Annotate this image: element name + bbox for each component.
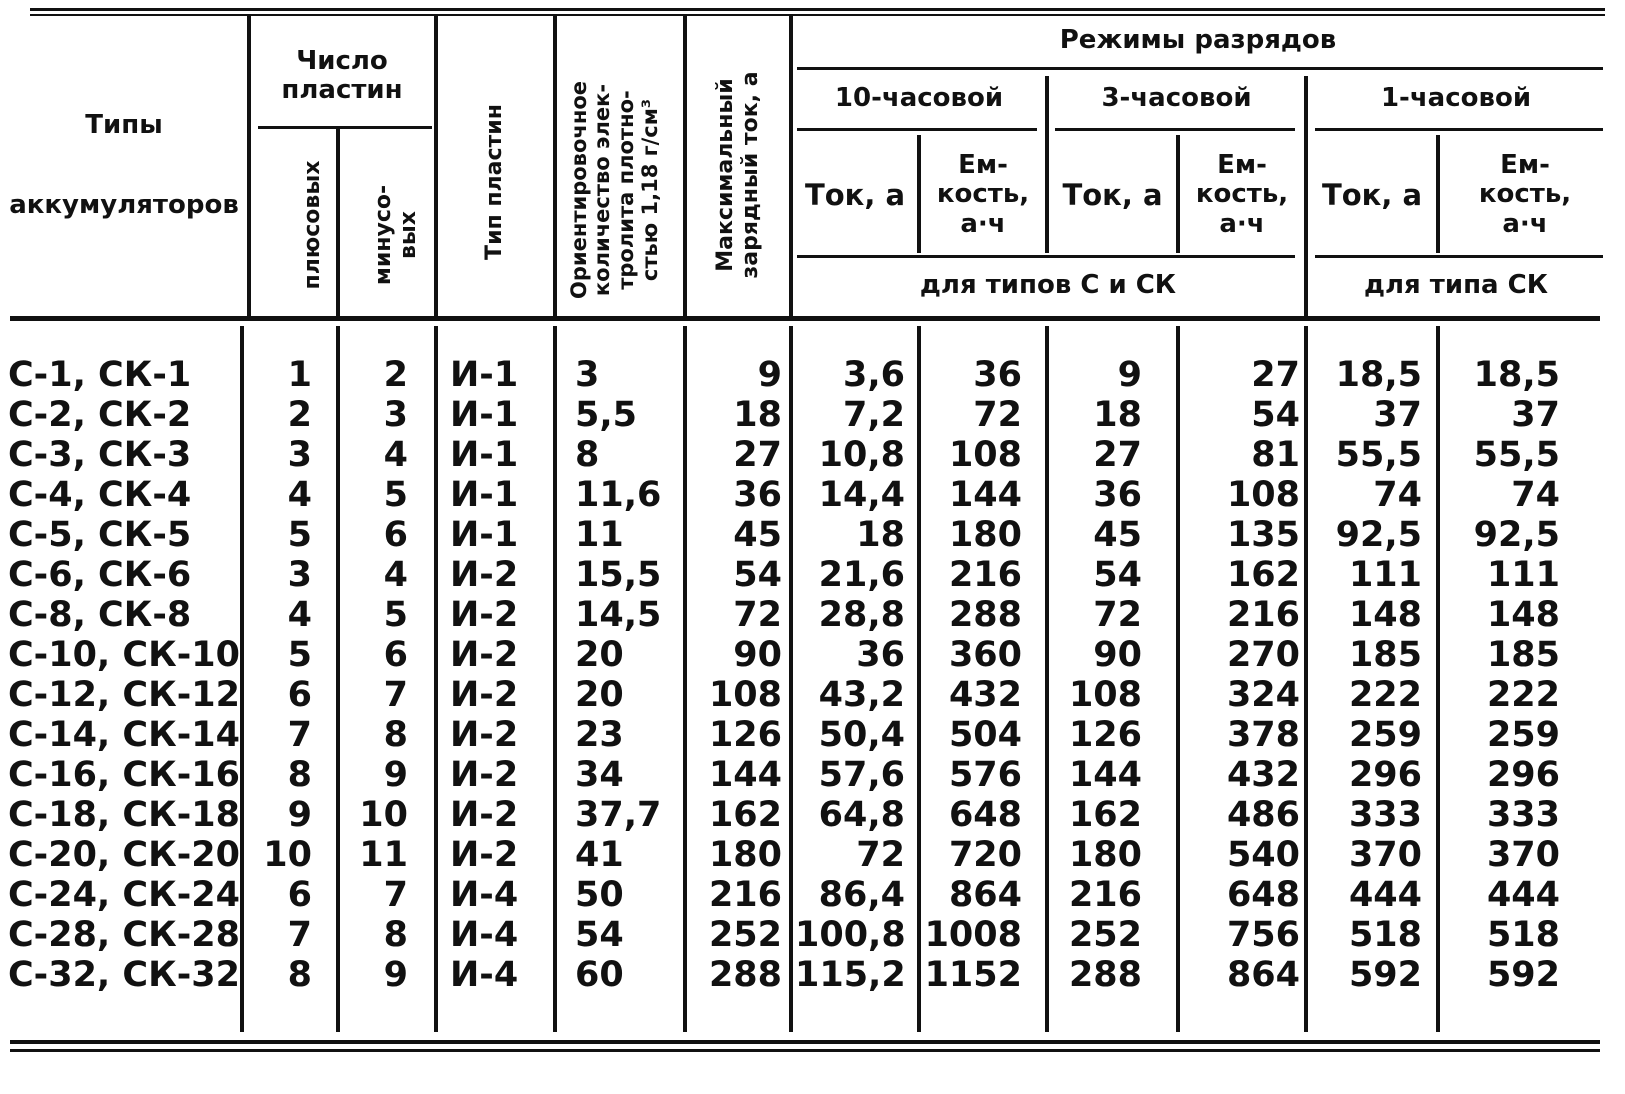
mode-10-header: 10-часовой [834,83,1004,114]
col-sep [336,128,340,316]
cell-e1: 148 [1486,595,1560,635]
cell-pos: 5 [287,635,312,675]
cell-plate: И-2 [450,795,519,835]
cell-e10: 180 [948,515,1022,555]
cell-neg: 8 [383,715,408,755]
cell-c3: 36 [1093,475,1142,515]
cell-max: 36 [733,475,782,515]
cell-e10: 504 [948,715,1022,755]
cell-el: 41 [575,835,624,875]
cell-e10: 360 [948,635,1022,675]
cell-type: С-14, СК-14 [8,715,240,755]
cell-e3: 54 [1251,395,1300,435]
cell-max: 108 [708,675,782,715]
cell-neg: 9 [383,755,408,795]
cell-c10: 36 [856,635,905,675]
cell-type: С-2, СК-2 [8,395,192,435]
cell-c10: 100,8 [795,915,906,955]
cell-pos: 6 [287,875,312,915]
cell-c10: 10,8 [818,435,905,475]
cell-type: С-18, СК-18 [8,795,240,835]
cell-c3: 45 [1093,515,1142,555]
cell-type: С-24, СК-24 [8,875,240,915]
plates-count-header: Число пластин [281,45,403,105]
cell-c3: 90 [1093,635,1142,675]
cell-c10: 7,2 [842,395,905,435]
cell-e1: 592 [1486,955,1560,995]
cell-pos: 6 [287,675,312,715]
cell-max: 180 [708,835,782,875]
cell-type: С-12, СК-12 [8,675,240,715]
cell-neg: 7 [383,875,408,915]
cell-neg: 8 [383,915,408,955]
cell-el: 8 [575,435,600,475]
cell-c3: 126 [1068,715,1142,755]
col-sep [240,326,244,1032]
cell-c1: 18,5 [1335,355,1422,395]
mode-1-header: 1-часовой [1380,83,1532,114]
cell-el: 15,5 [575,555,662,595]
cell-c10: 86,4 [818,875,905,915]
cell-e3: 648 [1226,875,1300,915]
cell-e1: 74 [1511,475,1560,515]
cell-c1: 55,5 [1335,435,1422,475]
cell-plate: И-2 [450,715,519,755]
capacity-3-header: Ем- кость, а·ч [1195,150,1289,239]
cell-e1: 37 [1511,395,1560,435]
cell-plate: И-2 [450,595,519,635]
cell-e3: 135 [1226,515,1300,555]
top-rule-2 [30,14,1605,16]
cell-e3: 81 [1251,435,1300,475]
header-rule [1315,255,1603,258]
col-sep [434,16,438,316]
cell-c1: 296 [1348,755,1422,795]
cell-e3: 486 [1226,795,1300,835]
cell-max: 9 [757,355,782,395]
cell-max: 126 [708,715,782,755]
cell-neg: 6 [383,515,408,555]
top-rule [30,8,1605,11]
cell-pos: 4 [287,475,312,515]
cell-c1: 111 [1348,555,1422,595]
cell-c10: 28,8 [818,595,905,635]
cell-e10: 72 [973,395,1022,435]
cell-e3: 756 [1226,915,1300,955]
cell-e10: 1008 [924,915,1022,955]
cell-el: 14,5 [575,595,662,635]
cell-c3: 18 [1093,395,1142,435]
cell-c10: 18 [856,515,905,555]
cell-c1: 37 [1373,395,1422,435]
cell-c3: 108 [1068,675,1142,715]
negative-header: минусо- вых [371,184,421,286]
col-sep [1436,326,1440,1032]
bottom-rule-2 [10,1049,1600,1052]
cell-plate: И-1 [450,355,519,395]
cell-c3: 9 [1117,355,1142,395]
cell-pos: 4 [287,595,312,635]
cell-e1: 333 [1486,795,1560,835]
cell-c10: 21,6 [818,555,905,595]
cell-e1: 444 [1486,875,1560,915]
cell-el: 34 [575,755,624,795]
cell-e1: 370 [1486,835,1560,875]
cell-max: 54 [733,555,782,595]
plate-type-header: Тип пластин [481,104,507,260]
cell-e3: 432 [1226,755,1300,795]
cell-max: 18 [733,395,782,435]
cell-neg: 5 [383,475,408,515]
cell-max: 144 [708,755,782,795]
cell-pos: 10 [263,835,312,875]
cell-e1: 18,5 [1473,355,1560,395]
cell-max: 90 [733,635,782,675]
cell-c10: 43,2 [818,675,905,715]
cell-c10: 115,2 [795,955,906,995]
cell-c1: 370 [1348,835,1422,875]
cell-neg: 4 [383,435,408,475]
cell-el: 60 [575,955,624,995]
cell-type: С-32, СК-32 [8,955,240,995]
header-rule [797,128,1037,131]
cell-el: 5,5 [575,395,638,435]
header-rule [1315,128,1603,131]
cell-type: С-16, СК-16 [8,755,240,795]
for-sk-label: для типа СК [1364,270,1548,301]
cell-neg: 9 [383,955,408,995]
cell-e1: 259 [1486,715,1560,755]
cell-plate: И-1 [450,515,519,555]
cell-e1: 296 [1486,755,1560,795]
current-3-header: Ток, а [1062,177,1163,212]
cell-neg: 2 [383,355,408,395]
current-10-header: Ток, а [804,177,906,212]
col-sep [789,326,793,1032]
cell-pos: 5 [287,515,312,555]
cell-plate: И-1 [450,435,519,475]
cell-plate: И-4 [450,875,519,915]
cell-e10: 108 [948,435,1022,475]
current-1-header: Ток, а [1321,177,1423,212]
cell-c10: 57,6 [818,755,905,795]
cell-type: С-28, СК-28 [8,915,240,955]
cell-plate: И-2 [450,755,519,795]
positive-header: плюсовых [299,160,325,290]
cell-c10: 14,4 [818,475,905,515]
col-sep [1304,326,1308,1032]
cell-pos: 3 [287,435,312,475]
cell-e10: 36 [973,355,1022,395]
cell-e10: 216 [948,555,1022,595]
cell-c3: 54 [1093,555,1142,595]
cell-e10: 648 [948,795,1022,835]
for-c-sk-label: для типов С и СК [919,270,1177,301]
cell-c10: 3,6 [842,355,905,395]
capacity-1-header: Ем- кость, а·ч [1478,150,1572,239]
cell-type: С-4, СК-4 [8,475,192,515]
cell-c3: 72 [1093,595,1142,635]
cell-plate: И-2 [450,675,519,715]
cell-max: 216 [708,875,782,915]
header-rule [797,67,1603,70]
cell-c3: 252 [1068,915,1142,955]
cell-el: 3 [575,355,600,395]
cell-c10: 50,4 [818,715,905,755]
cell-plate: И-1 [450,475,519,515]
cell-neg: 7 [383,675,408,715]
cell-el: 54 [575,915,624,955]
cell-pos: 1 [287,355,312,395]
cell-c3: 144 [1068,755,1142,795]
cell-type: С-8, СК-8 [8,595,192,635]
cell-c3: 288 [1068,955,1142,995]
cell-el: 11,6 [575,475,662,515]
cell-type: С-1, СК-1 [8,355,192,395]
cell-e10: 864 [948,875,1022,915]
cell-el: 23 [575,715,624,755]
cell-pos: 8 [287,755,312,795]
header-rule [797,255,1295,258]
cell-max: 72 [733,595,782,635]
cell-type: С-20, СК-20 [8,835,240,875]
cell-pos: 8 [287,955,312,995]
cell-e10: 144 [948,475,1022,515]
cell-c1: 92,5 [1335,515,1422,555]
cell-e3: 216 [1226,595,1300,635]
discharge-modes-header: Режимы разрядов [1059,25,1337,56]
col-sep [434,326,438,1032]
header-rule [258,126,432,129]
cell-el: 20 [575,635,624,675]
cell-e10: 720 [948,835,1022,875]
cell-type: С-6, СК-6 [8,555,192,595]
cell-max: 252 [708,915,782,955]
cell-plate: И-2 [450,835,519,875]
cell-e3: 864 [1226,955,1300,995]
col-sep [1045,326,1049,1032]
cell-e1: 92,5 [1473,515,1560,555]
max-charge-header: Максимальный зарядный ток, а [713,71,763,279]
col-sep [683,16,687,316]
cell-c1: 259 [1348,715,1422,755]
cell-e10: 576 [948,755,1022,795]
cell-e1: 111 [1486,555,1560,595]
col-sep [683,326,687,1032]
mode-3-header: 3-часовой [1101,83,1252,114]
types-header: Типы аккумуляторов [9,110,239,220]
cell-el: 20 [575,675,624,715]
cell-max: 288 [708,955,782,995]
cell-e1: 55,5 [1473,435,1560,475]
cell-c1: 148 [1348,595,1422,635]
capacity-10-header: Ем- кость, а·ч [936,150,1030,239]
cell-c10: 64,8 [818,795,905,835]
cell-neg: 3 [383,395,408,435]
cell-e10: 432 [948,675,1022,715]
cell-pos: 3 [287,555,312,595]
cell-type: С-3, СК-3 [8,435,192,475]
cell-plate: И-4 [450,955,519,995]
cell-c1: 185 [1348,635,1422,675]
cell-e3: 162 [1226,555,1300,595]
cell-c1: 222 [1348,675,1422,715]
cell-c3: 162 [1068,795,1142,835]
cell-el: 37,7 [575,795,662,835]
col-sep [917,326,921,1032]
cell-pos: 7 [287,915,312,955]
cell-c1: 518 [1348,915,1422,955]
cell-plate: И-2 [450,635,519,675]
cell-pos: 7 [287,715,312,755]
cell-e10: 1152 [924,955,1022,995]
cell-e3: 540 [1226,835,1300,875]
cell-neg: 5 [383,595,408,635]
cell-pos: 9 [287,795,312,835]
cell-e1: 518 [1486,915,1560,955]
header-rule [1055,128,1295,131]
cell-type: С-10, СК-10 [8,635,240,675]
header-bottom-rule [10,316,1600,321]
cell-type: С-5, СК-5 [8,515,192,555]
cell-el: 11 [575,515,624,555]
cell-plate: И-2 [450,555,519,595]
cell-e3: 324 [1226,675,1300,715]
cell-c3: 27 [1093,435,1142,475]
cell-plate: И-1 [450,395,519,435]
cell-e3: 378 [1226,715,1300,755]
cell-neg: 6 [383,635,408,675]
cell-c1: 333 [1348,795,1422,835]
col-sep [553,326,557,1032]
cell-e1: 222 [1486,675,1560,715]
bottom-rule [10,1040,1600,1044]
cell-c1: 592 [1348,955,1422,995]
cell-c1: 444 [1348,875,1422,915]
cell-c10: 72 [856,835,905,875]
cell-neg: 11 [359,835,408,875]
cell-max: 27 [733,435,782,475]
cell-c3: 216 [1068,875,1142,915]
cell-e3: 270 [1226,635,1300,675]
cell-max: 45 [733,515,782,555]
cell-c1: 74 [1373,475,1422,515]
cell-neg: 4 [383,555,408,595]
cell-el: 50 [575,875,624,915]
electrolyte-header: Ориентировочное количество элек- тролита плотно- стью 1,18 г/см³ [566,81,662,300]
cell-pos: 2 [287,395,312,435]
cell-e3: 27 [1251,355,1300,395]
cell-e1: 185 [1486,635,1560,675]
cell-max: 162 [708,795,782,835]
cell-plate: И-4 [450,915,519,955]
col-sep [553,16,557,316]
cell-c3: 180 [1068,835,1142,875]
cell-e10: 288 [948,595,1022,635]
cell-e3: 108 [1226,475,1300,515]
cell-neg: 10 [359,795,408,835]
